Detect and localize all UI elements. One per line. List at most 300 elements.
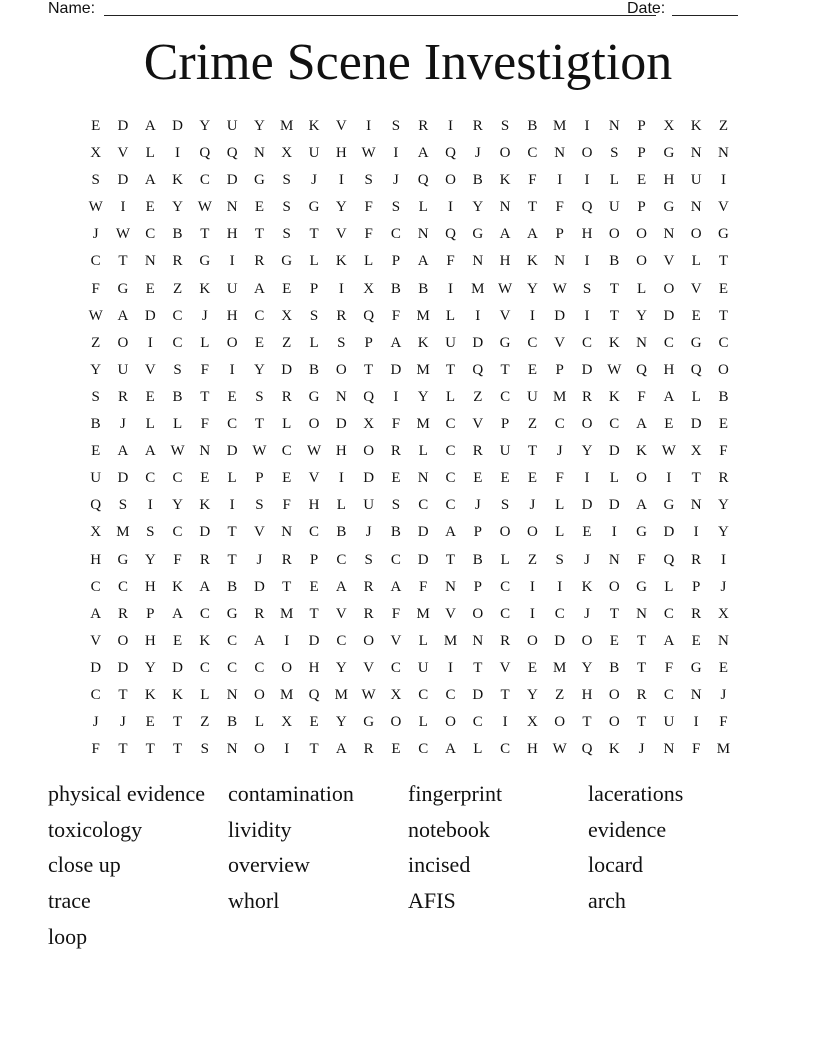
grid-letter[interactable]: B bbox=[527, 118, 538, 134]
grid-letter[interactable]: U bbox=[226, 118, 238, 134]
grid-letter[interactable]: I bbox=[393, 145, 399, 162]
grid-letter[interactable]: S bbox=[146, 524, 155, 541]
grid-letter[interactable]: S bbox=[555, 551, 564, 568]
grid-letter[interactable]: R bbox=[281, 551, 292, 568]
grid-letter[interactable]: I bbox=[448, 118, 453, 134]
grid-letter[interactable]: P bbox=[309, 280, 319, 297]
date-blank-line[interactable] bbox=[672, 15, 738, 16]
grid-letter[interactable]: O bbox=[608, 714, 620, 731]
grid-letter[interactable]: T bbox=[609, 605, 619, 622]
grid-letter[interactable]: K bbox=[690, 118, 702, 134]
grid-letter[interactable]: M bbox=[553, 659, 567, 676]
grid-letter[interactable]: P bbox=[473, 578, 482, 595]
grid-letter[interactable]: Z bbox=[282, 334, 292, 351]
grid-letter[interactable]: J bbox=[92, 714, 99, 731]
grid-letter[interactable]: C bbox=[500, 388, 511, 405]
grid-letter[interactable]: E bbox=[527, 470, 537, 487]
grid-letter[interactable]: B bbox=[90, 416, 101, 433]
grid-letter[interactable]: L bbox=[418, 443, 428, 460]
grid-letter[interactable]: U bbox=[608, 199, 620, 216]
grid-letter[interactable]: A bbox=[335, 578, 347, 595]
grid-letter[interactable]: T bbox=[609, 307, 619, 324]
grid-letter[interactable]: J bbox=[529, 497, 536, 514]
grid-letter[interactable]: C bbox=[527, 334, 538, 351]
grid-letter[interactable]: D bbox=[363, 470, 375, 487]
grid-letter[interactable]: Y bbox=[254, 118, 265, 134]
grid-letter[interactable]: L bbox=[445, 388, 456, 405]
grid-letter[interactable]: C bbox=[117, 578, 128, 595]
grid-letter[interactable]: O bbox=[308, 416, 320, 433]
grid-letter[interactable]: H bbox=[226, 307, 238, 324]
grid-letter[interactable]: R bbox=[581, 388, 592, 405]
grid-letter[interactable]: G bbox=[472, 226, 484, 243]
grid-letter[interactable]: J bbox=[201, 307, 208, 324]
grid-letter[interactable]: N bbox=[417, 226, 429, 243]
grid-letter[interactable]: C bbox=[445, 443, 456, 460]
grid-letter[interactable]: L bbox=[445, 307, 456, 324]
grid-letter[interactable]: S bbox=[391, 199, 401, 216]
grid-letter[interactable]: Q bbox=[417, 172, 429, 189]
grid-letter[interactable]: V bbox=[90, 632, 102, 649]
grid-letter[interactable]: C bbox=[309, 524, 320, 541]
grid-letter[interactable]: O bbox=[445, 714, 456, 731]
grid-letter[interactable]: L bbox=[555, 497, 565, 514]
grid-letter[interactable]: T bbox=[145, 741, 155, 758]
grid-letter[interactable]: D bbox=[90, 659, 102, 676]
grid-letter[interactable]: V bbox=[690, 280, 702, 297]
grid-letter[interactable]: E bbox=[200, 470, 210, 487]
grid-letter[interactable]: I bbox=[147, 334, 153, 351]
grid-letter[interactable]: H bbox=[581, 686, 593, 703]
grid-letter[interactable]: I bbox=[338, 172, 344, 189]
grid-letter[interactable]: O bbox=[608, 226, 620, 243]
grid-letter[interactable]: I bbox=[584, 118, 590, 134]
grid-letter[interactable]: A bbox=[335, 741, 347, 758]
grid-letter[interactable]: J bbox=[556, 443, 563, 460]
grid-letter[interactable]: I bbox=[502, 714, 508, 731]
grid-letter[interactable]: Y bbox=[172, 497, 183, 514]
grid-letter[interactable]: O bbox=[335, 361, 347, 378]
grid-letter[interactable]: U bbox=[90, 470, 102, 487]
grid-letter[interactable]: O bbox=[281, 659, 293, 676]
grid-letter[interactable]: W bbox=[607, 361, 622, 378]
grid-letter[interactable]: C bbox=[663, 334, 674, 351]
grid-letter[interactable]: L bbox=[364, 253, 374, 270]
grid-letter[interactable]: A bbox=[144, 443, 156, 460]
grid-letter[interactable]: F bbox=[91, 280, 100, 297]
grid-letter[interactable]: X bbox=[663, 118, 675, 134]
grid-letter[interactable]: V bbox=[117, 145, 129, 162]
grid-letter[interactable]: L bbox=[691, 253, 701, 270]
grid-letter[interactable]: J bbox=[584, 551, 590, 568]
grid-letter[interactable]: K bbox=[417, 334, 429, 351]
grid-letter[interactable]: B bbox=[172, 226, 183, 243]
grid-letter[interactable]: J bbox=[256, 551, 263, 568]
grid-letter[interactable]: V bbox=[335, 118, 347, 134]
grid-letter[interactable]: D bbox=[308, 632, 320, 649]
grid-letter[interactable]: H bbox=[663, 361, 675, 378]
grid-letter[interactable]: P bbox=[692, 578, 701, 595]
grid-letter[interactable]: P bbox=[555, 226, 564, 243]
grid-letter[interactable]: I bbox=[557, 172, 563, 189]
grid-letter[interactable]: I bbox=[448, 280, 453, 297]
grid-letter[interactable]: S bbox=[282, 172, 291, 189]
grid-letter[interactable]: P bbox=[555, 361, 564, 378]
grid-letter[interactable]: I bbox=[584, 172, 590, 189]
grid-letter[interactable]: T bbox=[473, 659, 483, 676]
grid-letter[interactable]: H bbox=[144, 632, 156, 649]
grid-letter[interactable]: C bbox=[663, 686, 674, 703]
grid-letter[interactable]: W bbox=[361, 686, 376, 703]
grid-letter[interactable]: D bbox=[554, 307, 566, 324]
grid-letter[interactable]: M bbox=[280, 118, 294, 134]
grid-letter[interactable]: C bbox=[554, 416, 565, 433]
grid-letter[interactable]: T bbox=[637, 659, 647, 676]
grid-letter[interactable]: E bbox=[527, 659, 537, 676]
grid-letter[interactable]: S bbox=[610, 145, 619, 162]
grid-letter[interactable]: C bbox=[254, 659, 265, 676]
grid-letter[interactable]: D bbox=[172, 659, 183, 676]
grid-letter[interactable]: P bbox=[309, 551, 319, 568]
grid-letter[interactable]: U bbox=[417, 659, 429, 676]
grid-letter[interactable]: N bbox=[335, 388, 347, 405]
grid-letter[interactable]: R bbox=[199, 551, 210, 568]
grid-letter[interactable]: A bbox=[445, 524, 456, 541]
grid-letter[interactable]: X bbox=[363, 416, 375, 433]
grid-letter[interactable]: R bbox=[472, 118, 483, 134]
grid-letter[interactable]: T bbox=[200, 388, 210, 405]
grid-letter[interactable]: C bbox=[172, 307, 183, 324]
grid-letter[interactable]: L bbox=[200, 334, 210, 351]
grid-letter[interactable]: V bbox=[335, 605, 347, 622]
grid-letter[interactable]: G bbox=[663, 497, 675, 514]
grid-letter[interactable]: C bbox=[663, 605, 674, 622]
grid-letter[interactable]: R bbox=[281, 388, 292, 405]
grid-letter[interactable]: P bbox=[255, 470, 264, 487]
grid-letter[interactable]: F bbox=[419, 578, 428, 595]
grid-letter[interactable]: O bbox=[636, 253, 647, 270]
grid-letter[interactable]: O bbox=[390, 714, 402, 731]
grid-letter[interactable]: E bbox=[91, 118, 101, 134]
grid-letter[interactable]: X bbox=[390, 686, 402, 703]
grid-letter[interactable]: A bbox=[663, 632, 675, 649]
grid-letter[interactable]: T bbox=[500, 361, 510, 378]
grid-letter[interactable]: G bbox=[308, 388, 320, 405]
grid-letter[interactable]: G bbox=[636, 524, 647, 541]
grid-letter[interactable]: A bbox=[144, 172, 156, 189]
grid-letter[interactable]: T bbox=[527, 199, 537, 216]
grid-letter[interactable]: E bbox=[691, 307, 701, 324]
grid-letter[interactable]: C bbox=[227, 632, 238, 649]
grid-letter[interactable]: I bbox=[557, 578, 563, 595]
grid-letter[interactable]: Z bbox=[555, 686, 565, 703]
grid-letter[interactable]: I bbox=[529, 307, 535, 324]
grid-letter[interactable]: I bbox=[475, 307, 481, 324]
grid-letter[interactable]: Z bbox=[91, 334, 101, 351]
grid-letter[interactable]: C bbox=[418, 497, 429, 514]
grid-letter[interactable]: O bbox=[608, 578, 620, 595]
grid-letter[interactable]: F bbox=[555, 199, 564, 216]
grid-letter[interactable]: P bbox=[146, 605, 155, 622]
grid-letter[interactable]: W bbox=[88, 199, 103, 216]
grid-letter[interactable]: R bbox=[390, 443, 401, 460]
grid-letter[interactable]: I bbox=[720, 172, 726, 189]
grid-letter[interactable]: X bbox=[363, 280, 375, 297]
grid-letter[interactable]: C bbox=[90, 578, 101, 595]
grid-letter[interactable]: L bbox=[282, 416, 292, 433]
grid-letter[interactable]: I bbox=[584, 307, 590, 324]
grid-letter[interactable]: W bbox=[552, 280, 567, 297]
grid-letter[interactable]: K bbox=[172, 686, 183, 703]
grid-letter[interactable]: C bbox=[336, 551, 347, 568]
grid-letter[interactable]: E bbox=[637, 172, 647, 189]
grid-letter[interactable]: W bbox=[170, 443, 185, 460]
grid-letter[interactable]: O bbox=[636, 470, 647, 487]
grid-letter[interactable]: B bbox=[227, 578, 238, 595]
grid-letter[interactable]: X bbox=[718, 605, 729, 622]
grid-letter[interactable]: I bbox=[584, 253, 590, 270]
grid-letter[interactable]: A bbox=[390, 578, 402, 595]
grid-letter[interactable]: W bbox=[115, 226, 131, 243]
grid-letter[interactable]: T bbox=[309, 741, 319, 758]
grid-letter[interactable]: E bbox=[664, 416, 674, 433]
grid-letter[interactable]: C bbox=[227, 416, 238, 433]
grid-letter[interactable]: F bbox=[719, 443, 728, 460]
grid-letter[interactable]: S bbox=[309, 307, 319, 324]
grid-letter[interactable]: N bbox=[226, 686, 238, 703]
grid-letter[interactable]: I bbox=[147, 497, 153, 514]
grid-letter[interactable]: G bbox=[499, 334, 511, 351]
grid-letter[interactable]: K bbox=[144, 686, 156, 703]
grid-letter[interactable]: O bbox=[690, 226, 702, 243]
grid-letter[interactable]: V bbox=[390, 632, 402, 649]
grid-letter[interactable]: E bbox=[254, 199, 265, 216]
grid-letter[interactable]: R bbox=[691, 605, 702, 622]
grid-letter[interactable]: B bbox=[609, 253, 620, 270]
grid-letter[interactable]: H bbox=[581, 226, 593, 243]
grid-letter[interactable]: C bbox=[500, 741, 511, 758]
grid-letter[interactable]: K bbox=[526, 253, 538, 270]
grid-letter[interactable]: D bbox=[335, 416, 347, 433]
grid-letter[interactable]: O bbox=[499, 524, 511, 541]
grid-letter[interactable]: S bbox=[391, 118, 401, 134]
grid-letter[interactable]: E bbox=[718, 659, 729, 676]
grid-letter[interactable]: Z bbox=[200, 714, 210, 731]
grid-letter[interactable]: Q bbox=[90, 497, 102, 514]
grid-letter[interactable]: D bbox=[472, 686, 484, 703]
grid-letter[interactable]: R bbox=[254, 253, 265, 270]
grid-letter[interactable]: D bbox=[608, 443, 620, 460]
grid-letter[interactable]: D bbox=[390, 361, 402, 378]
grid-letter[interactable]: O bbox=[254, 741, 265, 758]
grid-letter[interactable]: E bbox=[718, 416, 729, 433]
grid-letter[interactable]: E bbox=[691, 632, 701, 649]
grid-letter[interactable]: O bbox=[363, 632, 375, 649]
grid-letter[interactable]: Z bbox=[718, 118, 729, 134]
grid-letter[interactable]: Q bbox=[363, 307, 375, 324]
grid-letter[interactable]: V bbox=[554, 334, 566, 351]
grid-letter[interactable]: Z bbox=[473, 388, 483, 405]
grid-letter[interactable]: N bbox=[472, 253, 484, 270]
grid-letter[interactable]: Q bbox=[363, 388, 375, 405]
grid-letter[interactable]: D bbox=[581, 497, 593, 514]
grid-letter[interactable]: M bbox=[280, 686, 294, 703]
grid-letter[interactable]: S bbox=[200, 741, 209, 758]
grid-letter[interactable]: H bbox=[526, 741, 538, 758]
grid-letter[interactable]: Y bbox=[335, 714, 347, 731]
grid-letter[interactable]: C bbox=[390, 226, 401, 243]
grid-letter[interactable]: E bbox=[282, 470, 292, 487]
grid-letter[interactable]: S bbox=[91, 388, 100, 405]
grid-letter[interactable]: C bbox=[445, 416, 456, 433]
grid-letter[interactable]: L bbox=[254, 714, 265, 731]
grid-letter[interactable]: X bbox=[281, 145, 293, 162]
grid-letter[interactable]: K bbox=[499, 172, 511, 189]
grid-letter[interactable]: T bbox=[718, 307, 729, 324]
grid-letter[interactable]: A bbox=[499, 226, 511, 243]
grid-letter[interactable]: I bbox=[120, 199, 126, 216]
grid-letter[interactable]: D bbox=[608, 497, 620, 514]
grid-letter[interactable]: G bbox=[636, 578, 647, 595]
grid-letter[interactable]: G bbox=[308, 199, 320, 216]
grid-letter[interactable]: E bbox=[145, 714, 155, 731]
grid-letter[interactable]: F bbox=[528, 172, 537, 189]
grid-letter[interactable]: A bbox=[90, 605, 102, 622]
grid-letter[interactable]: L bbox=[609, 470, 619, 487]
grid-letter[interactable]: T bbox=[118, 741, 128, 758]
grid-letter[interactable]: B bbox=[336, 524, 347, 541]
grid-letter[interactable]: B bbox=[172, 388, 183, 405]
grid-letter[interactable]: O bbox=[554, 714, 566, 731]
grid-letter[interactable]: G bbox=[281, 253, 293, 270]
grid-letter[interactable]: N bbox=[718, 632, 729, 649]
grid-letter[interactable]: T bbox=[582, 714, 592, 731]
grid-letter[interactable]: F bbox=[664, 659, 674, 676]
grid-letter[interactable]: D bbox=[472, 334, 484, 351]
grid-letter[interactable]: E bbox=[527, 361, 537, 378]
grid-letter[interactable]: O bbox=[581, 145, 593, 162]
grid-letter[interactable]: R bbox=[254, 605, 265, 622]
grid-letter[interactable]: C bbox=[472, 714, 483, 731]
grid-letter[interactable]: F bbox=[91, 741, 100, 758]
grid-letter[interactable]: G bbox=[226, 605, 238, 622]
grid-letter[interactable]: N bbox=[472, 632, 484, 649]
grid-letter[interactable]: M bbox=[416, 307, 430, 324]
grid-letter[interactable]: T bbox=[637, 632, 647, 649]
grid-letter[interactable]: F bbox=[555, 470, 564, 487]
grid-letter[interactable]: S bbox=[364, 551, 373, 568]
grid-letter[interactable]: C bbox=[90, 686, 101, 703]
grid-letter[interactable]: I bbox=[720, 551, 726, 568]
grid-letter[interactable]: J bbox=[365, 524, 372, 541]
grid-letter[interactable]: O bbox=[663, 280, 675, 297]
grid-letter[interactable]: L bbox=[664, 578, 674, 595]
grid-letter[interactable]: T bbox=[309, 605, 319, 622]
grid-letter[interactable]: Y bbox=[526, 280, 538, 297]
grid-letter[interactable]: B bbox=[390, 524, 401, 541]
grid-letter[interactable]: M bbox=[471, 280, 485, 297]
grid-letter[interactable]: N bbox=[554, 253, 566, 270]
grid-letter[interactable]: Q bbox=[472, 361, 484, 378]
grid-letter[interactable]: W bbox=[361, 145, 376, 162]
grid-letter[interactable]: N bbox=[663, 226, 675, 243]
grid-letter[interactable]: Q bbox=[690, 361, 702, 378]
grid-letter[interactable]: R bbox=[718, 470, 729, 487]
grid-letter[interactable]: N bbox=[690, 199, 702, 216]
grid-letter[interactable]: S bbox=[500, 497, 510, 514]
grid-letter[interactable]: E bbox=[609, 632, 619, 649]
grid-letter[interactable]: I bbox=[393, 388, 399, 405]
grid-letter[interactable]: F bbox=[391, 605, 401, 622]
grid-letter[interactable]: D bbox=[144, 307, 156, 324]
grid-letter[interactable]: B bbox=[472, 551, 483, 568]
grid-letter[interactable]: T bbox=[500, 686, 510, 703]
grid-letter[interactable]: O bbox=[581, 416, 593, 433]
grid-letter[interactable]: X bbox=[690, 443, 702, 460]
grid-letter[interactable]: M bbox=[334, 686, 348, 703]
grid-letter[interactable]: E bbox=[500, 470, 510, 487]
grid-letter[interactable]: J bbox=[584, 605, 590, 622]
grid-letter[interactable]: V bbox=[499, 307, 511, 324]
grid-letter[interactable]: A bbox=[663, 388, 675, 405]
grid-letter[interactable]: I bbox=[338, 470, 344, 487]
grid-letter[interactable]: N bbox=[608, 118, 620, 134]
grid-letter[interactable]: S bbox=[255, 497, 264, 514]
grid-letter[interactable]: K bbox=[335, 253, 347, 270]
grid-letter[interactable]: Q bbox=[199, 145, 211, 162]
grid-letter[interactable]: H bbox=[308, 497, 320, 514]
grid-letter[interactable]: O bbox=[254, 686, 265, 703]
grid-letter[interactable]: G bbox=[363, 714, 375, 731]
grid-letter[interactable]: E bbox=[582, 524, 592, 541]
grid-letter[interactable]: D bbox=[117, 172, 129, 189]
grid-letter[interactable]: C bbox=[254, 307, 265, 324]
grid-letter[interactable]: B bbox=[718, 388, 729, 405]
grid-letter[interactable]: Q bbox=[308, 686, 320, 703]
grid-letter[interactable]: C bbox=[500, 578, 511, 595]
grid-letter[interactable]: D bbox=[117, 659, 129, 676]
grid-letter[interactable]: G bbox=[718, 226, 729, 243]
grid-letter[interactable]: R bbox=[363, 605, 374, 622]
grid-letter[interactable]: O bbox=[608, 686, 620, 703]
grid-letter[interactable]: O bbox=[363, 443, 375, 460]
grid-letter[interactable]: B bbox=[609, 659, 620, 676]
grid-letter[interactable]: T bbox=[172, 714, 183, 731]
grid-letter[interactable]: W bbox=[197, 199, 212, 216]
grid-letter[interactable]: T bbox=[118, 686, 128, 703]
grid-letter[interactable]: T bbox=[282, 578, 292, 595]
grid-letter[interactable]: X bbox=[90, 524, 102, 541]
grid-letter[interactable]: F bbox=[200, 416, 209, 433]
grid-letter[interactable]: D bbox=[172, 118, 183, 134]
grid-letter[interactable]: N bbox=[445, 578, 456, 595]
grid-letter[interactable]: T bbox=[527, 443, 537, 460]
grid-letter[interactable]: F bbox=[719, 714, 728, 731]
grid-letter[interactable]: K bbox=[172, 578, 183, 595]
grid-letter[interactable]: M bbox=[553, 118, 567, 134]
grid-letter[interactable]: J bbox=[120, 416, 126, 433]
grid-letter[interactable]: N bbox=[554, 145, 566, 162]
grid-letter[interactable]: T bbox=[172, 741, 183, 758]
grid-letter[interactable]: N bbox=[254, 145, 265, 162]
grid-letter[interactable]: C bbox=[445, 470, 456, 487]
grid-letter[interactable]: O bbox=[526, 524, 538, 541]
grid-letter[interactable]: J bbox=[392, 172, 399, 189]
grid-letter[interactable]: W bbox=[661, 443, 676, 460]
grid-letter[interactable]: O bbox=[581, 632, 593, 649]
grid-letter[interactable]: A bbox=[117, 443, 129, 460]
grid-letter[interactable]: C bbox=[418, 686, 429, 703]
